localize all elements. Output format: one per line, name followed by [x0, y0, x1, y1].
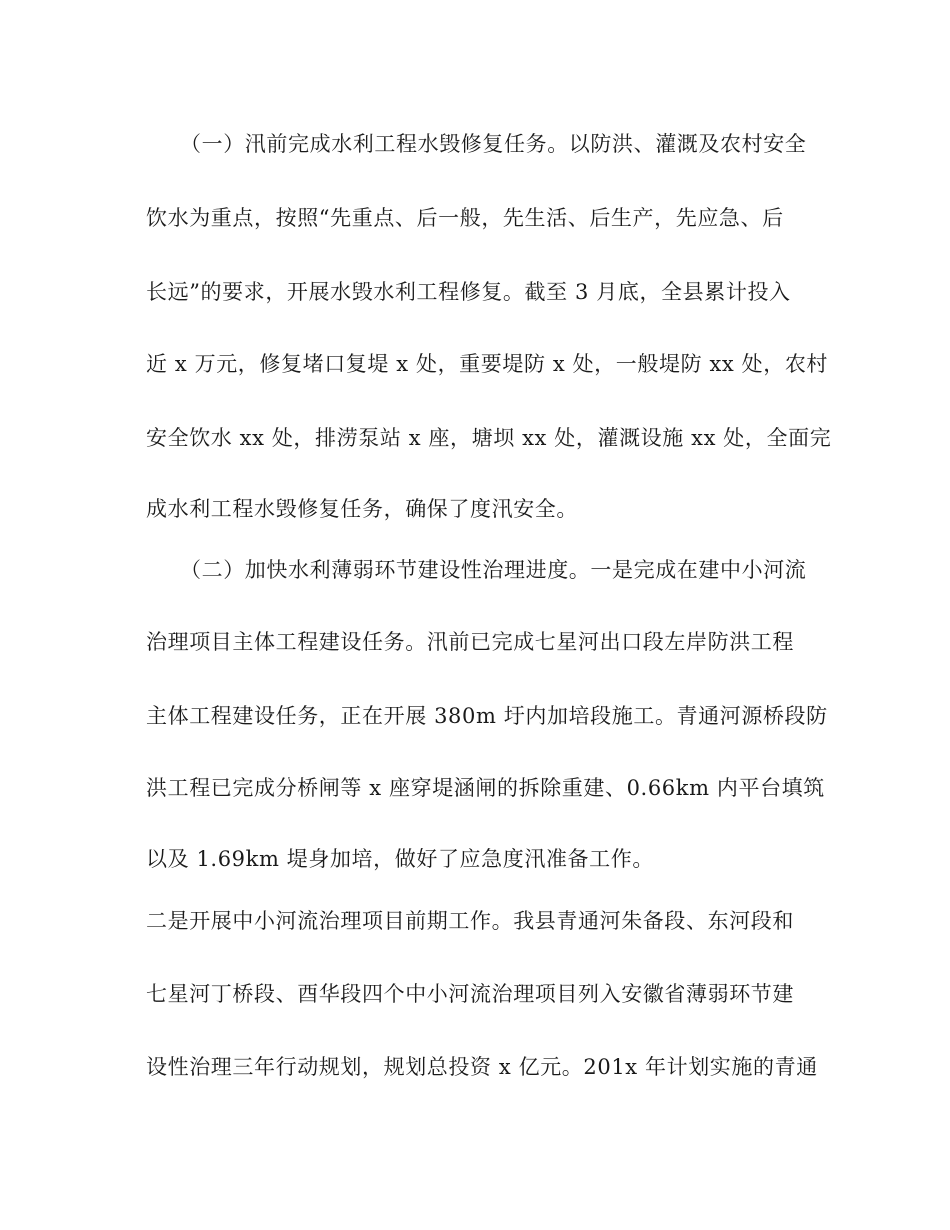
- paragraph-2-line-3: 主体工程建设任务，正在开展 380m 圩内加培段施工。青通河源桥段防: [146, 704, 828, 728]
- paragraph-1-line-5: 安全饮水 xx 处，排涝泵站 x 座，塘坝 xx 处，灌溉设施 xx 处，全面完: [146, 426, 832, 450]
- paragraph-1-line-3: 长远”的要求，开展水毁水利工程修复。截至 3 月底，全县累计投入: [146, 280, 791, 304]
- paragraph-2-line-4: 洪工程已完成分桥闸等 x 座穿堤涵闸的拆除重建、0.66km 内平台填筑: [146, 776, 825, 800]
- paragraph-1-line-2: 饮水为重点，按照“先重点、后一般，先生活、后生产，先应急、后: [146, 206, 784, 230]
- paragraph-1-line-4: 近 x 万元，修复堵口复堤 x 处，重要堤防 x 处，一般堤防 xx 处，农村: [146, 352, 829, 376]
- paragraph-3-line-2: 七星河丁桥段、酉华段四个中小河流治理项目列入安徽省薄弱环节建: [146, 982, 794, 1006]
- paragraph-3-line-1: 二是开展中小河流治理项目前期工作。我县青通河朱备段、东河段和: [146, 909, 794, 933]
- paragraph-1-line-1: （一）汛前完成水利工程水毁修复任务。以防洪、灌溉及农村安全: [180, 132, 807, 156]
- paragraph-2-line-2: 治理项目主体工程建设任务。汛前已完成七星河出口段左岸防洪工程: [146, 630, 794, 654]
- paragraph-1-line-6: 成水利工程水毁修复任务，确保了度汛安全。: [146, 497, 578, 521]
- paragraph-2-line-1: （二）加快水利薄弱环节建设性治理进度。一是完成在建中小河流: [180, 558, 807, 582]
- paragraph-3-line-3: 设性治理三年行动规划，规划总投资 x 亿元。201x 年计划实施的青通: [146, 1055, 818, 1079]
- paragraph-2-line-5: 以及 1.69km 堤身加培，做好了应急度汛准备工作。: [146, 847, 654, 871]
